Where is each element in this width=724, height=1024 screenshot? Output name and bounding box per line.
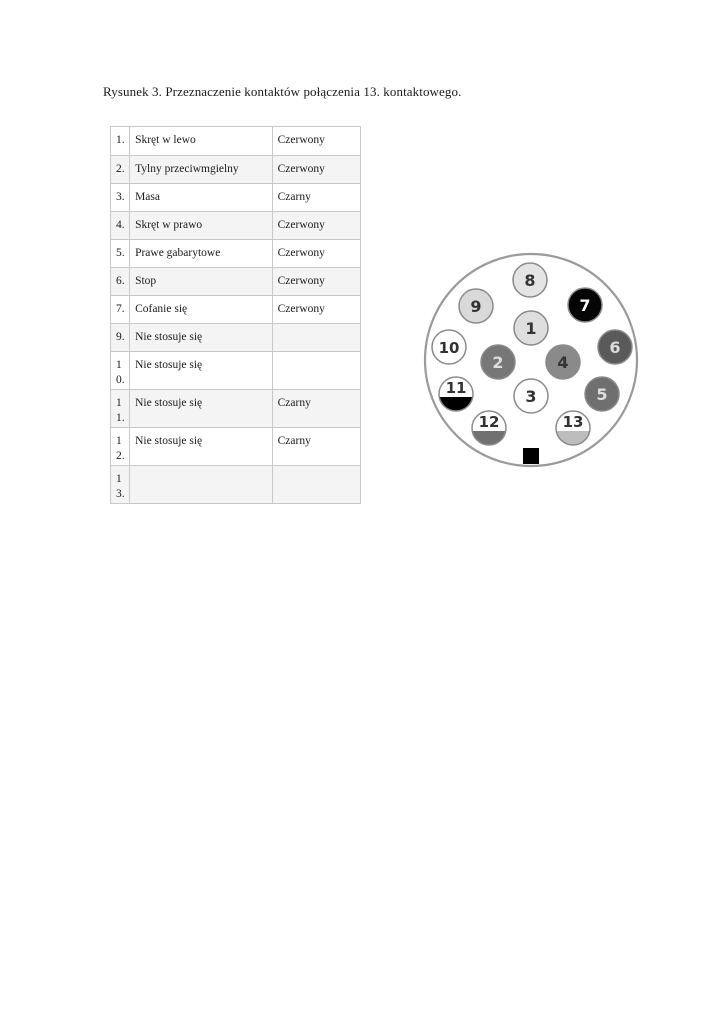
pin-number-cell: 1. (111, 127, 130, 156)
pin-label: 3 (525, 387, 537, 406)
pin-function-cell: Nie stosuje się (130, 428, 273, 466)
pin-label: 9 (470, 297, 482, 316)
pin-function-cell: Prawe gabarytowe (130, 240, 273, 268)
connector-pin (481, 345, 515, 379)
wire-color-cell: Czerwony (272, 268, 360, 296)
pin-number-cell: 13. (111, 466, 130, 504)
pin-label: 12 (478, 413, 500, 431)
table-row (111, 127, 361, 156)
pin-function-cell: Nie stosuje się (130, 390, 273, 428)
pin-label: 6 (609, 338, 621, 357)
wire-color-cell: Czerwony (272, 127, 360, 156)
wire-color-cell: Czerwony (272, 296, 360, 324)
pin-number-cell: 4. (111, 212, 130, 240)
wire-color-cell: Czerwony (272, 212, 360, 240)
pin-function-cell (130, 466, 273, 504)
table-row (111, 240, 361, 268)
wire-color-cell: Czarny (272, 428, 360, 466)
table-row (111, 352, 361, 390)
table-row (111, 184, 361, 212)
connector-pin (514, 311, 548, 345)
connector-pin (546, 345, 580, 379)
connector-pin (598, 330, 632, 364)
connector-pin (514, 379, 548, 413)
wire-color-cell: Czarny (272, 390, 360, 428)
connector-key-notch (523, 448, 539, 464)
pin-function-cell: Nie stosuje się (130, 324, 273, 352)
pin-function-cell: Skręt w lewo (130, 127, 273, 156)
pin-label: 2 (492, 353, 504, 372)
pin-number-cell: 6. (111, 268, 130, 296)
pin-number-cell: 9. (111, 324, 130, 352)
pin-function-cell: Skręt w prawo (130, 212, 273, 240)
connector-pin (513, 263, 547, 297)
figure-caption: Rysunek 3. Przeznaczenie kontaktów połączenia 13. kontaktowego. (103, 84, 462, 99)
table-row (111, 428, 361, 466)
table-row (111, 296, 361, 324)
pin-function-cell: Stop (130, 268, 273, 296)
pin-number-cell: 7. (111, 296, 130, 324)
pin-number-cell: 3. (111, 184, 130, 212)
pin-label: 13 (562, 413, 584, 431)
table-row (111, 466, 361, 504)
table-row (111, 390, 361, 428)
pin-label: 10 (438, 339, 460, 357)
pin-label: 8 (524, 271, 536, 290)
wire-color-cell: Czerwony (272, 156, 360, 184)
connector-pin (459, 289, 493, 323)
pin-label: 5 (596, 385, 608, 404)
wire-color-cell (272, 324, 360, 352)
pin-number-cell: 11. (111, 390, 130, 428)
pin-number-cell: 2. (111, 156, 130, 184)
pin-label: 1 (525, 319, 537, 338)
connector-diagram (418, 250, 642, 470)
table-row (111, 212, 361, 240)
table-row (111, 156, 361, 184)
pin-function-cell: Masa (130, 184, 273, 212)
wire-color-cell: Czarny (272, 184, 360, 212)
connector-pin (585, 377, 619, 411)
pin-number-cell: 5. (111, 240, 130, 268)
pin-number-cell: 10. (111, 352, 130, 390)
wire-color-cell (272, 352, 360, 390)
pin-number-cell: 12. (111, 428, 130, 466)
table-row (111, 268, 361, 296)
pin-function-cell: Tylny przeciwmgielny (130, 156, 273, 184)
pin-function-cell: Nie stosuje się (130, 352, 273, 390)
table-row (111, 324, 361, 352)
connector-pin (568, 288, 602, 322)
wire-color-cell (272, 466, 360, 504)
pin-assignment-table (110, 126, 361, 504)
wire-color-cell: Czerwony (272, 240, 360, 268)
pin-label: 7 (579, 296, 591, 315)
pin-function-cell: Cofanie się (130, 296, 273, 324)
pin-label: 4 (557, 353, 569, 372)
connector-pin (432, 330, 466, 364)
pin-label: 11 (445, 379, 467, 397)
